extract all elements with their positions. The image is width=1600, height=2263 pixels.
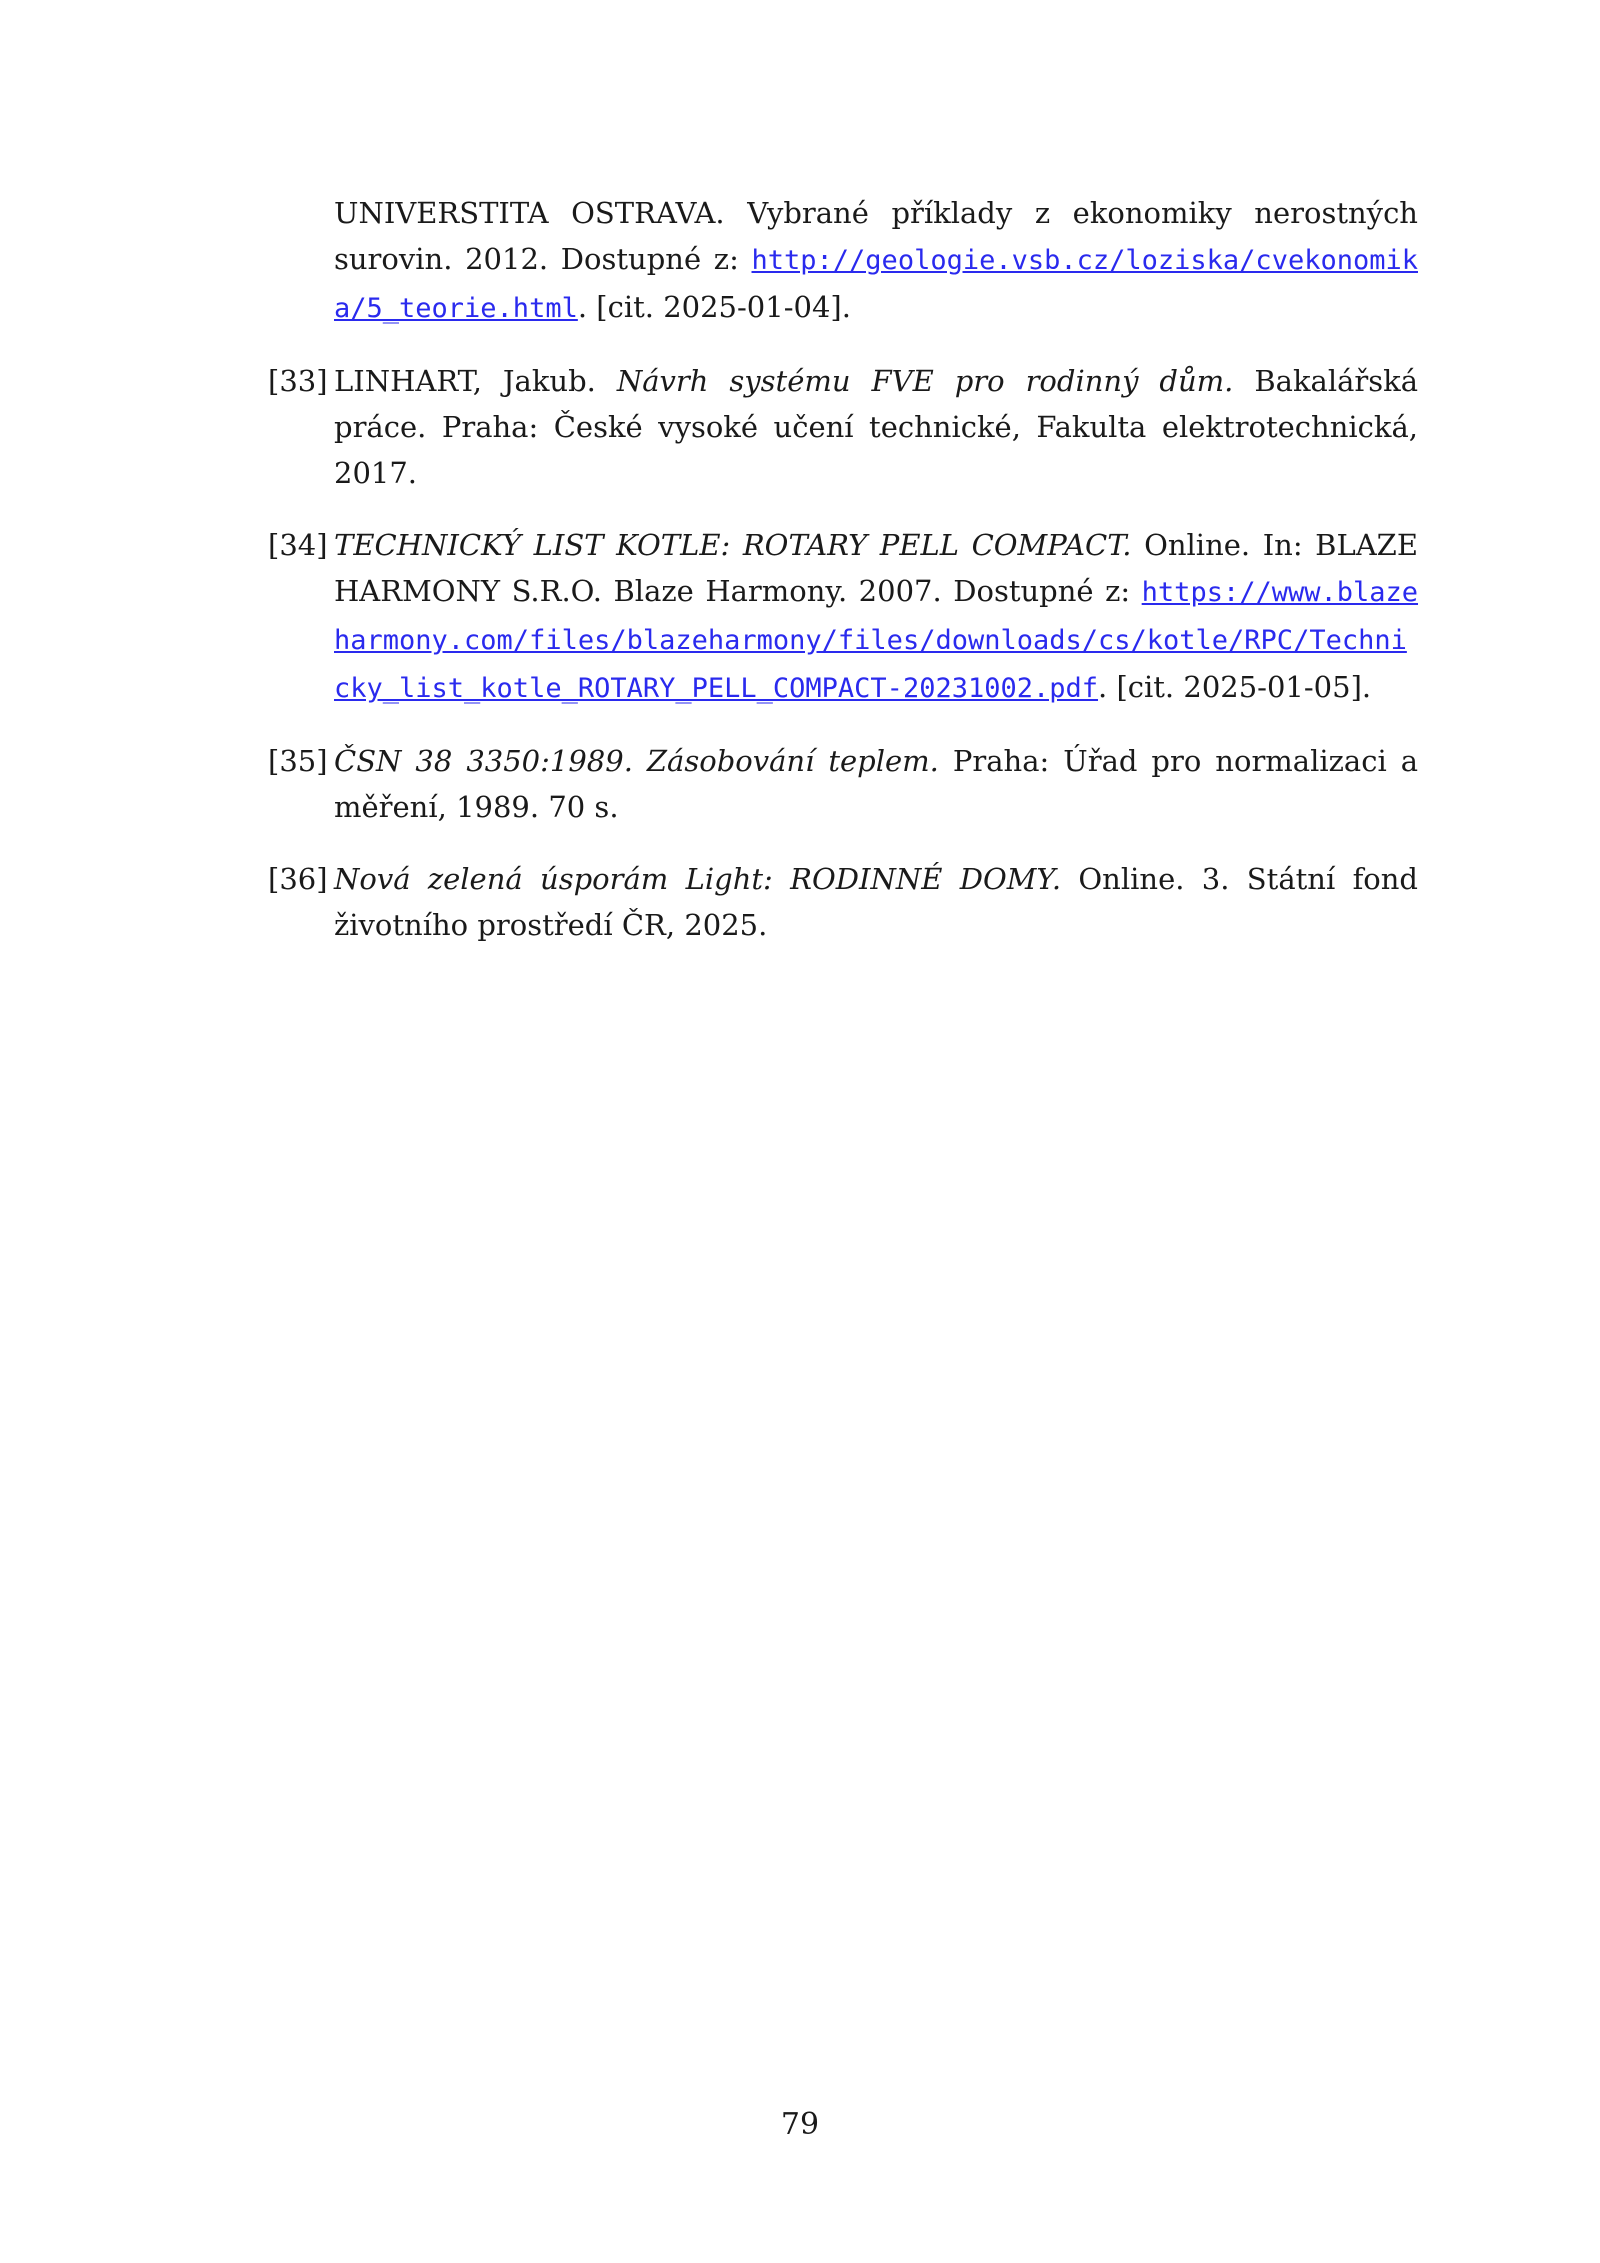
reference-title: ČSN 38 3350:1989. Zásobování teplem. xyxy=(334,744,939,778)
reference-details: 2012. Dostupné z: xyxy=(465,242,739,276)
page-number: 79 xyxy=(780,2107,820,2142)
reference-details: Online. 3. Státní fond životního prostředí ČR, 2025. xyxy=(334,862,1418,942)
reference-number: [33] xyxy=(268,364,328,398)
reference-title: Nová zelená úsporám Light: RODINNÉ DOMY. xyxy=(334,862,1062,896)
reference-entry xyxy=(268,738,1418,830)
reference-entry xyxy=(268,358,1418,496)
reference-details: Praha: Úřad pro normalizaci a měření, 1989. 70 s. xyxy=(334,744,1419,824)
reference-entry xyxy=(268,522,1418,712)
reference-details: Online. In: BLAZE HARMONY S.R.O. Blaze Harmony. 2007. Dostupné z: xyxy=(334,528,1418,608)
reference-url[interactable]: http://geologie.vsb.cz/loziska/cvekonomika/5_teorie.html xyxy=(334,245,1418,324)
reference-number: [34] xyxy=(268,528,328,562)
reference-title: Návrh systému FVE pro rodinný dům. xyxy=(616,364,1234,398)
reference-number: [35] xyxy=(268,744,328,778)
reference-list xyxy=(268,190,1418,974)
reference-entry xyxy=(268,856,1418,948)
reference-title: TECHNICKÝ LIST KOTLE: ROTARY PELL COMPACT. xyxy=(334,528,1132,562)
reference-title: Vybrané příklady z ekonomiky nerostných surovin. xyxy=(334,196,1418,276)
reference-citation-date: . [cit. 2025-01-05]. xyxy=(1098,670,1372,704)
reference-citation-date: . [cit. 2025-01-04]. xyxy=(577,290,851,324)
reference-author: UNIVERSTITA OSTRAVA. xyxy=(334,196,725,230)
reference-entry xyxy=(268,190,1418,332)
reference-author: LINHART, Jakub. xyxy=(334,364,596,398)
reference-details: Bakalářská práce. Praha: České vysoké učení technické, Fakulta elektrotechnická, 2017. xyxy=(334,364,1418,490)
reference-url[interactable]: https://www.blazeharmony.com/files/blazeharmony/files/downloads/cs/kotle/RPC/Technicky_list_kotle_ROTARY_PELL_COMPACT-20231002.pdf xyxy=(334,577,1419,704)
reference-number: [36] xyxy=(268,862,328,896)
